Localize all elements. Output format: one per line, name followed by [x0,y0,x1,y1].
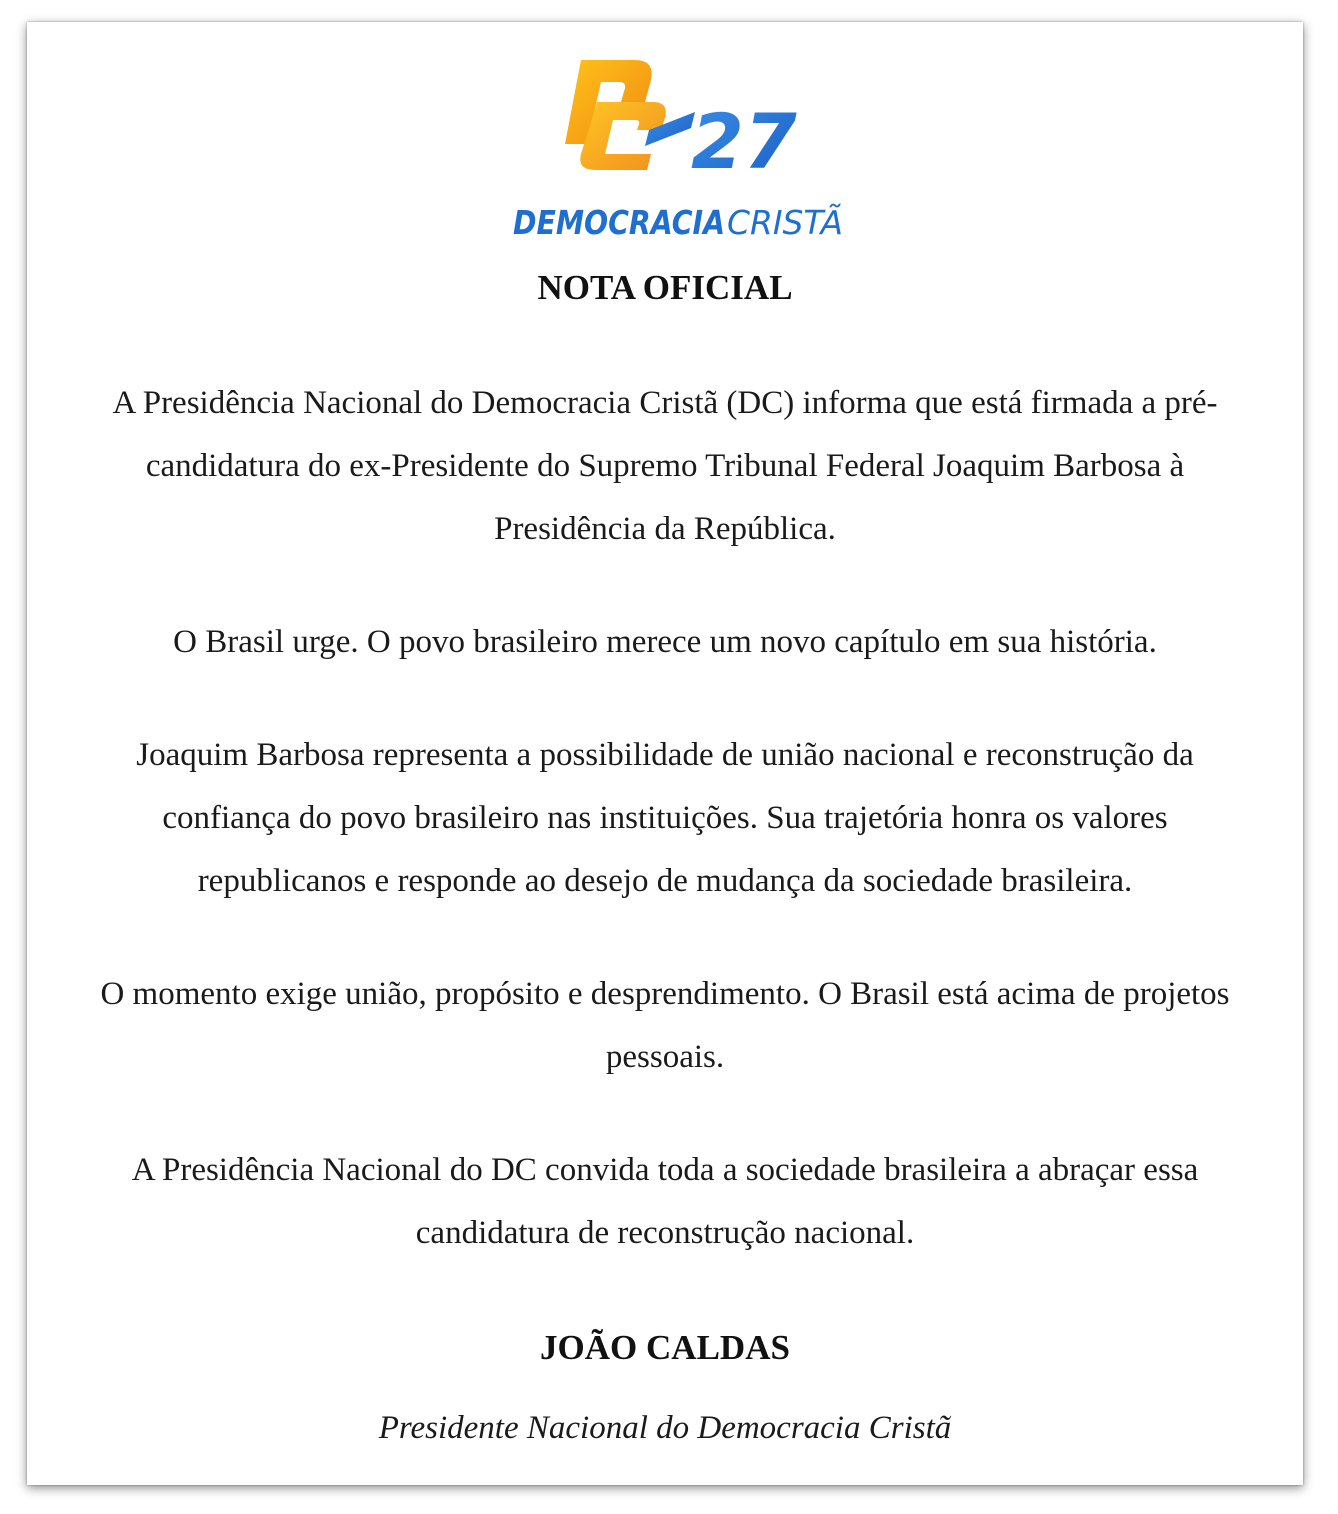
signer-role: Presidente Nacional do Democracia Cristã [378,1410,952,1446]
logo-number: 27 [691,97,797,186]
paragraph-invitation: A Presidência Nacional do DC convida toda a sociedade brasileira a abraçar essa candidatura de reconstrução nacional. [131,1152,1199,1251]
logo-name-light: CRISTÃ [727,203,843,242]
document-title: NOTA OFICIAL [537,268,793,307]
logo-name-bold: DEMOCRACIA [513,203,725,242]
official-note-document [27,22,1303,1485]
paragraph-brazil-urges: O Brasil urge. O povo brasileiro merece um novo capítulo em sua história. [173,624,1157,660]
dc-27-emblem [485,58,845,242]
signer-name: JOÃO CALDAS [540,1328,790,1367]
paragraph-announcement: A Presidência Nacional do Democracia Cristã (DC) informa que está firmada a pré-candidatura do ex-Presidente do Supremo Tribunal Federal Joaquim Barbosa à Presidência da República. [112,385,1218,547]
document-body [83,372,1247,1265]
paragraph-moment: O momento exige união, propósito e desprendimento. O Brasil está acima de projetos pessoais. [100,976,1230,1075]
democracia-crista-logo [485,58,845,242]
paragraph-candidate-profile: Joaquim Barbosa representa a possibilidade de união nacional e reconstrução da confiança do povo brasileiro nas instituições. Sua trajetória honra os valores republicanos e responde ao desejo de mudança da sociedade brasileira. [136,737,1194,899]
